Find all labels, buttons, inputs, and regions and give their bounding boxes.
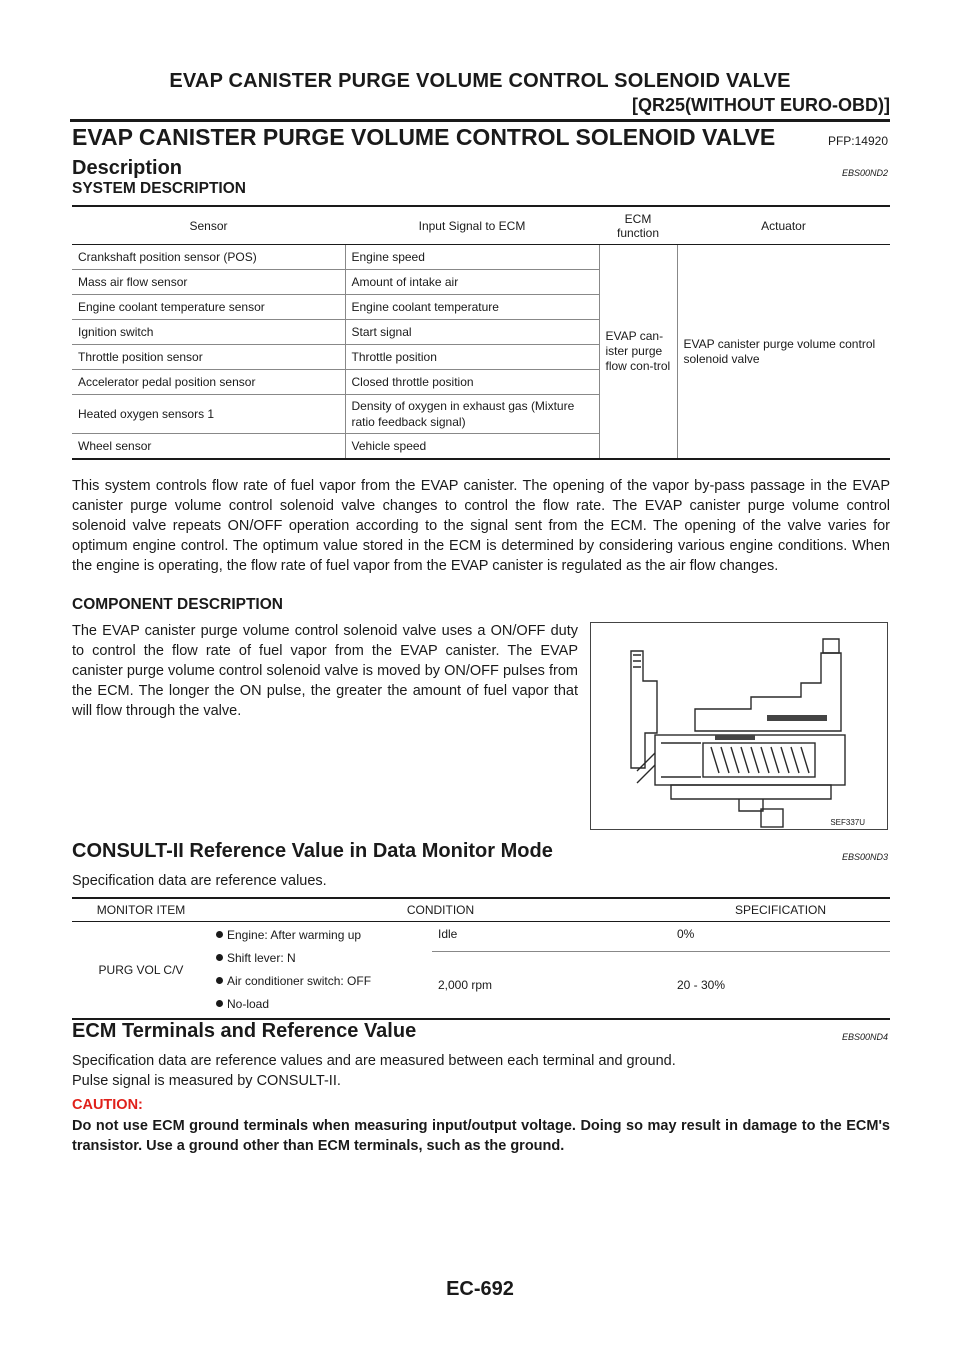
ecm-line-2: Pulse signal is measured by CONSULT-II. — [72, 1073, 341, 1089]
monitor-item-cell: PURG VOL C/V — [72, 922, 210, 1020]
solenoid-valve-figure — [590, 622, 888, 830]
ecm-line-1: Specification data are reference values and are measured between each terminal and ground. — [72, 1053, 676, 1069]
system-description-heading: SYSTEM DESCRIPTION — [72, 180, 246, 197]
bullet-icon — [216, 977, 223, 984]
condition-cell: 2,000 rpm — [432, 952, 671, 1020]
col-header-sensor: Sensor — [72, 206, 345, 245]
sensor-cell: Throttle position sensor — [72, 345, 345, 370]
table-row — [72, 922, 890, 952]
running-header-subtitle: [QR25(WITHOUT EURO-OBD)] — [632, 95, 890, 115]
sensor-cell: Crankshaft position sensor (POS) — [72, 245, 345, 270]
list-item: Shift lever: N — [216, 947, 426, 970]
list-item: Air conditioner switch: OFF — [216, 970, 426, 993]
caution-text: Do not use ECM ground terminals when measuring input/output voltage. Doing so may result in damage to the ECM's transistor. Use a ground other than ECM terminals, such as the ground. — [72, 1118, 890, 1154]
page-number: EC-692 — [446, 1278, 514, 1300]
caution-label: CAUTION: — [72, 1097, 143, 1113]
ecm-heading: ECM Terminals and Reference Value — [72, 1020, 417, 1042]
spec-cell: 20 - 30% — [671, 952, 890, 1020]
list-item: Engine: After warming up — [216, 924, 426, 947]
bullet-icon — [216, 931, 223, 938]
col-header-monitor-item: MONITOR ITEM — [72, 898, 210, 922]
condition-list-cell — [210, 922, 432, 1020]
input-signal-cell: Density of oxygen in exhaust gas (Mixture ratio feedback signal) — [345, 395, 599, 434]
description-heading: Description — [72, 157, 183, 179]
system-description-table — [72, 205, 890, 460]
description-code: EBS00ND2 — [841, 168, 888, 178]
consult-note: Specification data are reference values. — [72, 873, 327, 889]
col-header-ecm-function: ECM function — [599, 206, 677, 245]
input-signal-cell: Throttle position — [345, 345, 599, 370]
table-row — [72, 245, 890, 270]
figure-id: SEF337U — [830, 818, 865, 827]
col-header-input-signal: Input Signal to ECM — [345, 206, 599, 245]
running-header-title: EVAP CANISTER PURGE VOLUME CONTROL SOLENOID VALVE — [169, 70, 791, 92]
header-rule — [70, 119, 890, 122]
ecm-function-cell: EVAP can-ister purge flow con-trol — [599, 245, 677, 460]
solenoid-valve-illustration — [591, 623, 887, 829]
input-signal-cell: Closed throttle position — [345, 370, 599, 395]
input-signal-cell: Vehicle speed — [345, 434, 599, 460]
list-item: No-load — [216, 993, 426, 1016]
spec-cell: 0% — [671, 922, 890, 952]
consult-monitor-table — [72, 897, 890, 1020]
part-number: PFP:14920 — [827, 134, 888, 148]
section-title: EVAP CANISTER PURGE VOLUME CONTROL SOLENOID VALVE — [72, 124, 776, 150]
sensor-cell: Heated oxygen sensors 1 — [72, 395, 345, 434]
input-signal-cell: Engine coolant temperature — [345, 295, 599, 320]
ecm-code: EBS00ND4 — [841, 1032, 888, 1042]
condition-cell: Idle — [432, 922, 671, 952]
sensor-cell: Ignition switch — [72, 320, 345, 345]
consult-heading: CONSULT-II Reference Value in Data Monitor Mode — [72, 840, 553, 862]
bullet-icon — [216, 1000, 223, 1007]
system-description-paragraph: This system controls flow rate of fuel vapor from the EVAP canister. The opening of the vapor by-pass passage in the EVAP canister purge volume control solenoid valve changes to control the flow rate. The EVAP canister purge volume control solenoid valve repeats ON/OFF operation according to the signal sent from the ECM. The opening of the valve varies for optimum engine control. The optimum value stored in the ECM is determined by considering various engine conditions. When the engine is operating, the flow rate of fuel vapor from the EVAP canister is regulated as the air flow changes. — [72, 478, 890, 574]
component-description-heading: COMPONENT DESCRIPTION — [72, 596, 283, 613]
col-header-actuator: Actuator — [677, 206, 890, 245]
input-signal-cell: Amount of intake air — [345, 270, 599, 295]
condition-list — [216, 924, 426, 1016]
consult-code: EBS00ND3 — [841, 852, 888, 862]
sensor-cell: Engine coolant temperature sensor — [72, 295, 345, 320]
bullet-icon — [216, 954, 223, 961]
input-signal-cell: Engine speed — [345, 245, 599, 270]
sensor-cell: Accelerator pedal position sensor — [72, 370, 345, 395]
actuator-cell: EVAP canister purge volume control solenoid valve — [677, 245, 890, 460]
sensor-cell: Mass air flow sensor — [72, 270, 345, 295]
input-signal-cell: Start signal — [345, 320, 599, 345]
component-description-paragraph: The EVAP canister purge volume control solenoid valve uses a ON/OFF duty to control the flow rate of fuel vapor from the EVAP canister. The EVAP canister purge volume control solenoid valve is moved by ON/OFF pulses from the ECM. The longer the ON pulse, the greater the amount of fuel vapor that will flow through the valve. — [72, 623, 578, 719]
col-header-condition: CONDITION — [210, 898, 671, 922]
col-header-specification: SPECIFICATION — [671, 898, 890, 922]
sensor-cell: Wheel sensor — [72, 434, 345, 460]
